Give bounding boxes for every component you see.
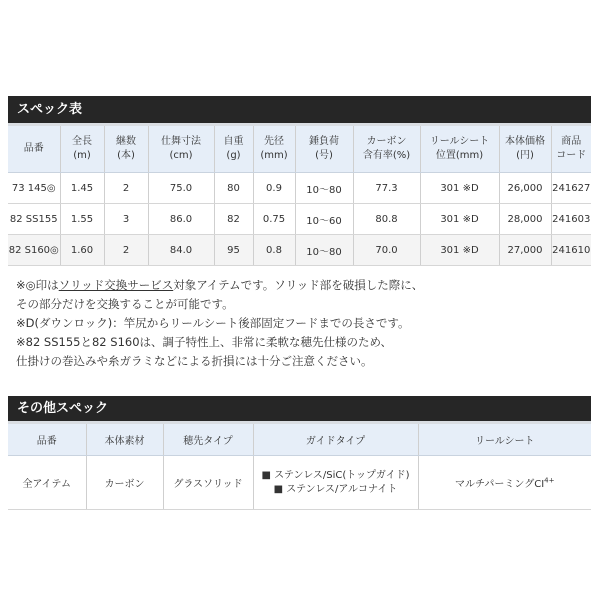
reel-seat-cell [418, 456, 591, 510]
header-cell [551, 126, 591, 173]
header-text: 仕舞寸法 [161, 136, 201, 147]
material-cell: カーボン [86, 456, 163, 510]
note-text: 対象アイテムです。ソリッド部を破損した際に、 [173, 278, 424, 292]
note-line [16, 276, 586, 295]
header-text: 品番 [23, 143, 44, 154]
note-line: ※D(ダウンロック)：竿尻からリールシート後部固定フードまでの長さです。 [16, 316, 410, 330]
header-cell [8, 126, 60, 173]
table-cell: 95 [214, 235, 253, 266]
table-cell: 301 ※D [420, 173, 499, 204]
header-text: カーボン [366, 136, 407, 147]
header-cell: 品番 [8, 424, 86, 456]
table-cell: 10〜80 [295, 235, 353, 266]
solid-exchange-service-link[interactable]: ソリッド交換サービス [58, 278, 174, 292]
note-text: ※◎印は [16, 278, 59, 292]
tip-type-cell: グラスソリッド [163, 456, 253, 510]
table-cell: 75.0 [148, 173, 214, 204]
header-cell [353, 126, 420, 173]
header-cell [420, 126, 499, 173]
table-row [8, 235, 591, 266]
header-text: 自重 [223, 136, 244, 147]
table-cell: 1.60 [60, 235, 104, 266]
header-cell [148, 126, 214, 173]
guide-type-line: ■ ステンレス/アルコナイト [273, 483, 398, 495]
header-cell [104, 126, 148, 173]
table-cell: 0.8 [253, 235, 295, 266]
table-cell: 2 [104, 173, 148, 204]
table-cell: 28,000 [499, 204, 551, 235]
header-cell [499, 126, 551, 173]
header-cell: 本体素材 [86, 424, 163, 456]
header-text: (g) [226, 150, 241, 161]
item-cell: 全アイテム [8, 456, 86, 510]
header-text: (mm) [260, 150, 288, 161]
table-row [8, 456, 591, 510]
header-text: (円) [516, 150, 534, 161]
header-cell: ガイドタイプ [253, 424, 418, 456]
spec-table-header [8, 126, 591, 173]
table-cell: 1.55 [60, 204, 104, 235]
other-section-title: その他スペック [8, 396, 591, 424]
table-cell: 10〜80 [295, 173, 353, 204]
table-cell: 10〜60 [295, 204, 353, 235]
table-cell: 301 ※D [420, 235, 499, 266]
note-line: 仕掛けの巻込みや糸ガラミなどによる折損には十分ご注意ください。 [16, 354, 373, 368]
header-text: (本) [117, 150, 135, 161]
header-text: コード [556, 150, 587, 161]
table-cell: 82 [214, 204, 253, 235]
header-text: 全長 [72, 136, 92, 147]
header-cell [60, 126, 104, 173]
other-spec-table [8, 424, 591, 510]
item-code-cell: 82 SS155 [8, 204, 60, 235]
reel-seat-text: マルチパーミングCI [455, 479, 545, 490]
table-cell: 80.8 [353, 204, 420, 235]
table-cell: 1.45 [60, 173, 104, 204]
header-text: 先径 [264, 136, 284, 147]
header-cell: 穂先タイプ [163, 424, 253, 456]
table-cell: 3 [104, 204, 148, 235]
table-cell: 77.3 [353, 173, 420, 204]
table-cell: 241603 [551, 204, 591, 235]
table-cell: 70.0 [353, 235, 420, 266]
header-text: (m) [73, 150, 91, 161]
item-code-cell: 73 145◎ [8, 173, 60, 204]
table-cell: 86.0 [148, 204, 214, 235]
table-cell: 241627 [551, 173, 591, 204]
header-text: (cm) [169, 150, 193, 161]
note-line: ※82 SS155と82 S160は、調子特性上、非常に柔軟な穂先仕様のため、 [16, 335, 393, 349]
table-row [8, 173, 591, 204]
header-cell [295, 126, 353, 173]
header-cell: リールシート [418, 424, 591, 456]
header-text: 錘負荷 [309, 136, 339, 147]
header-text: 商品 [561, 136, 582, 147]
guide-type-cell [253, 456, 418, 510]
header-text: 本体価格 [505, 136, 545, 147]
table-cell: 27,000 [499, 235, 551, 266]
header-text: (号) [315, 150, 333, 161]
note-line: その部分だけを交換することが可能です。 [16, 297, 234, 311]
guide-type-line: ■ ステンレス/SiC(トップガイド) [261, 469, 410, 481]
spec-section-title: スペック表 [8, 96, 591, 126]
spec-table [8, 126, 591, 266]
spec-table-body [8, 173, 591, 266]
table-cell: 301 ※D [420, 204, 499, 235]
reel-seat-superscript: 4+ [544, 476, 555, 485]
table-cell: 26,000 [499, 173, 551, 204]
other-table-header [8, 424, 591, 456]
spec-notes [16, 276, 586, 371]
table-cell: 2 [104, 235, 148, 266]
table-cell: 84.0 [148, 235, 214, 266]
header-text: 位置(mm) [435, 150, 484, 161]
item-code-cell: 82 S160◎ [8, 235, 60, 266]
table-cell: 80 [214, 173, 253, 204]
header-text: 含有率(%) [362, 150, 411, 161]
header-cell [253, 126, 295, 173]
table-cell: 241610 [551, 235, 591, 266]
header-cell [214, 126, 253, 173]
header-text: リールシート [429, 136, 490, 147]
header-text: 継数 [116, 136, 136, 147]
table-row [8, 204, 591, 235]
table-cell: 0.9 [253, 173, 295, 204]
table-cell: 0.75 [253, 204, 295, 235]
